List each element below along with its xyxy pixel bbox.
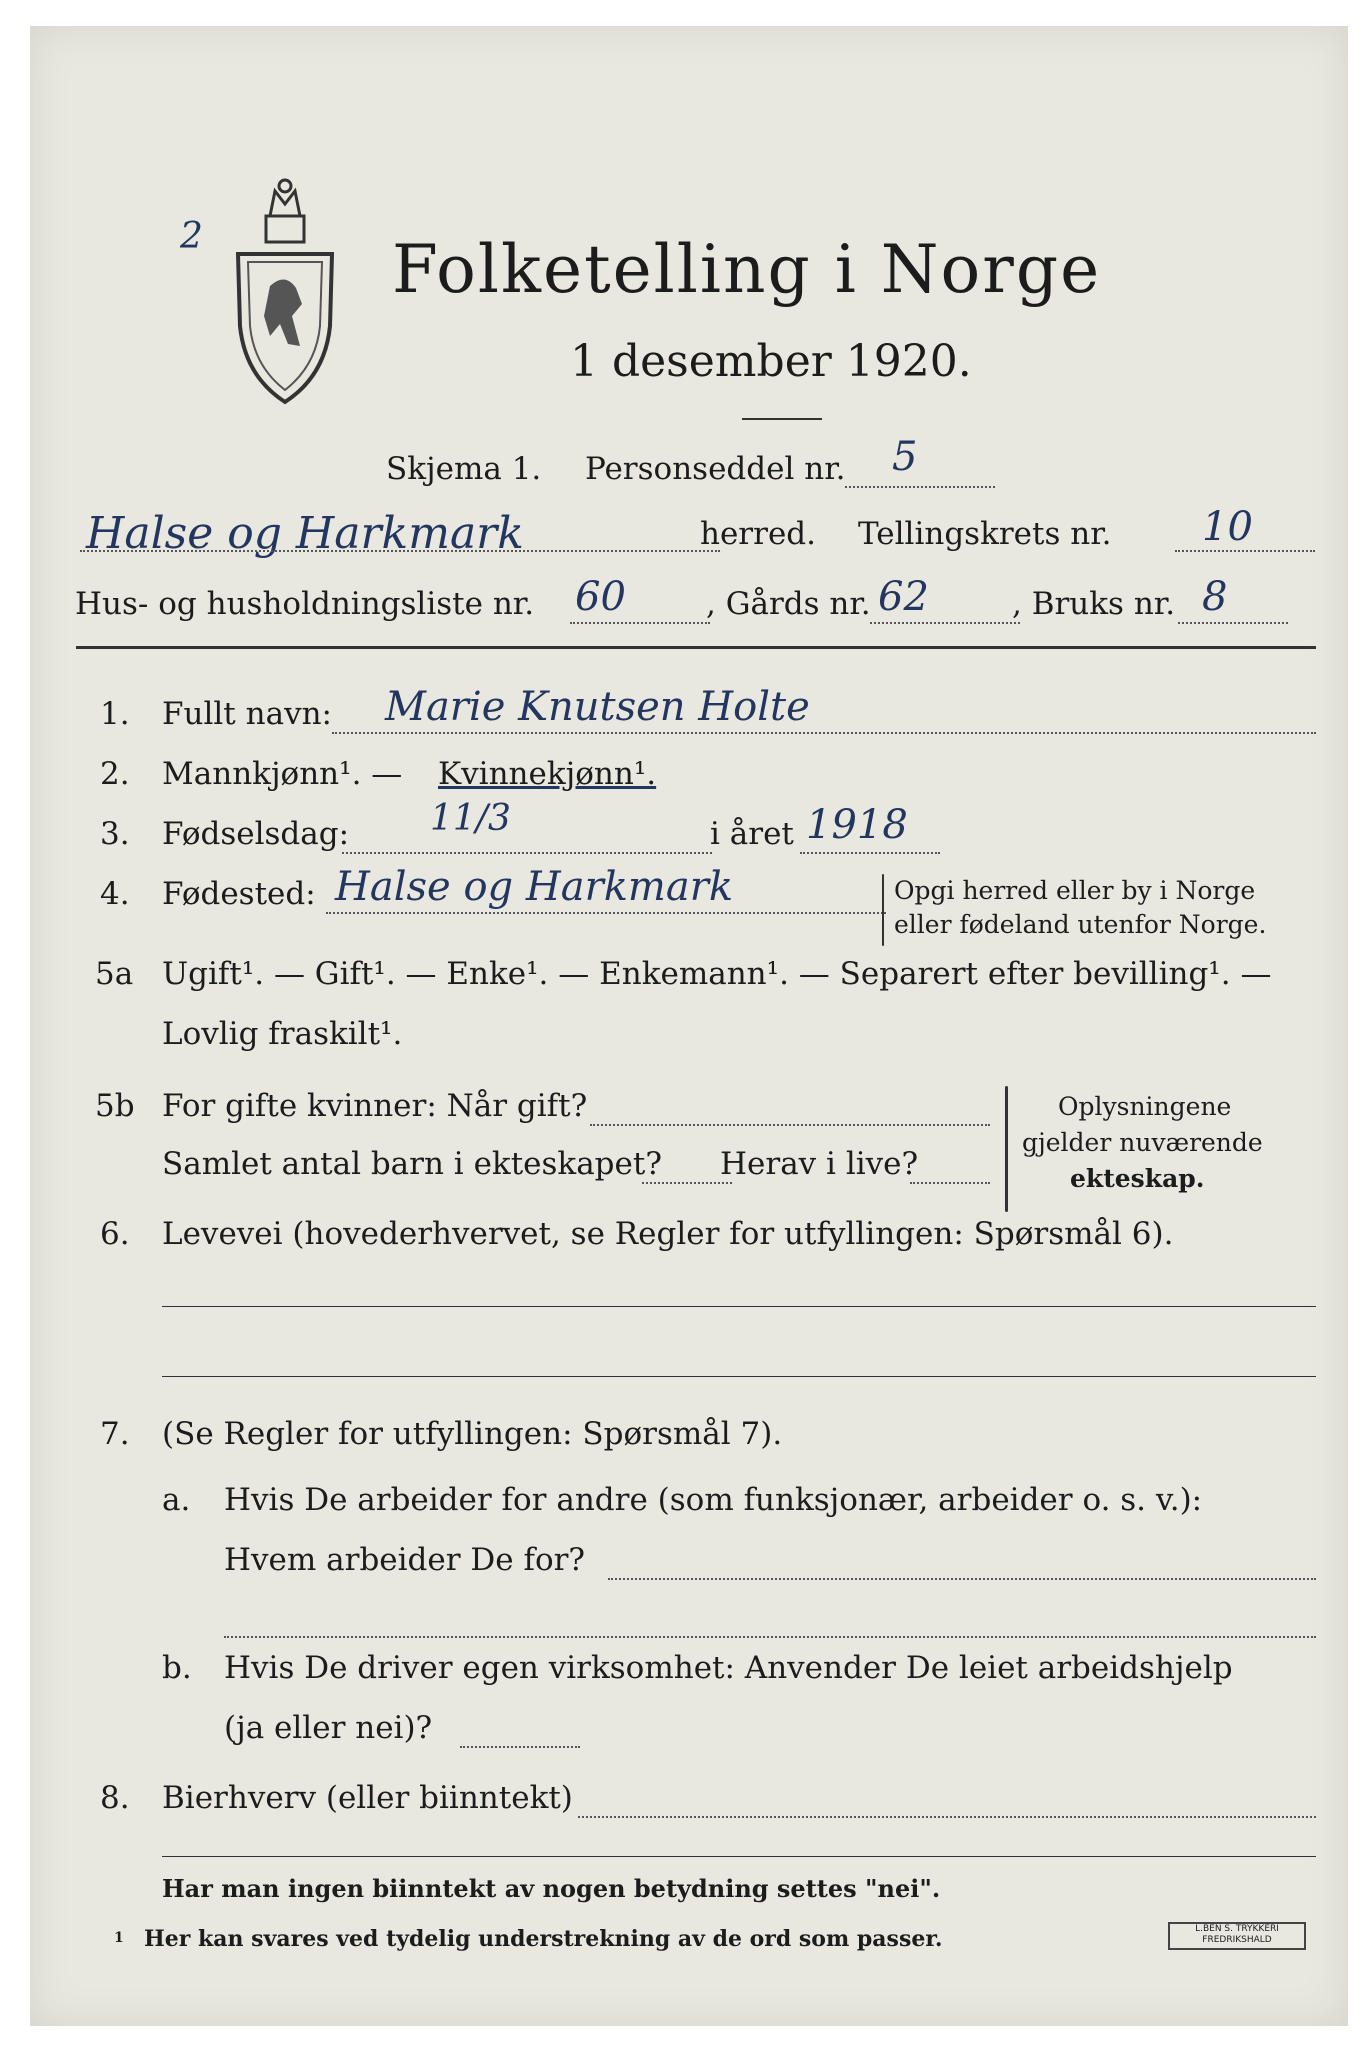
- gards-line: [870, 622, 1020, 624]
- personseddel-value[interactable]: 5: [892, 434, 918, 480]
- norway-coat-of-arms-icon: [230, 176, 340, 406]
- q1-line: [332, 732, 1316, 734]
- q1-number: 1.: [100, 696, 130, 732]
- q6-answer-line1[interactable]: [162, 1306, 1316, 1307]
- q5b-note-line2: gjelder nuværende: [1022, 1128, 1263, 1157]
- herred-label: herred.: [700, 516, 816, 552]
- q7a-employer-line[interactable]: [608, 1578, 1316, 1580]
- bruks-value[interactable]: 8: [1202, 574, 1228, 620]
- hus-line: [570, 622, 710, 624]
- q5b-note-line3: ekteskap.: [1070, 1164, 1205, 1193]
- q5b-note-line1: Oplysningene: [1058, 1092, 1232, 1121]
- printer-stamp-line2: FREDRIKSHALD: [1202, 1935, 1272, 1945]
- q3-number: 3.: [100, 816, 130, 852]
- q6-number: 6.: [100, 1216, 130, 1252]
- q3-value[interactable]: 11/3: [430, 798, 511, 839]
- q4-line: [326, 912, 886, 914]
- q1-value[interactable]: Marie Knutsen Holte: [385, 684, 810, 730]
- title-divider: [742, 418, 822, 420]
- q2-female-option[interactable]: Kvinnekjønn¹.: [438, 756, 657, 792]
- hus-label: Hus- og husholdningsliste nr.: [75, 586, 535, 622]
- personseddel-label: Personseddel nr.: [585, 451, 846, 487]
- q5a-options[interactable]: Ugift¹. — Gift¹. — Enke¹. — Enkemann¹. — Separert efter bevilling¹. —: [162, 956, 1272, 992]
- q4-brace: [882, 874, 884, 946]
- herred-value[interactable]: Halse og Harkmark: [86, 508, 524, 559]
- q8-number: 8.: [100, 1780, 130, 1816]
- gards-value[interactable]: 62: [878, 574, 929, 620]
- form-title: Folketelling i Norge: [392, 231, 1102, 308]
- q8-line[interactable]: [578, 1816, 1316, 1818]
- q5b-number: 5b: [95, 1088, 135, 1124]
- q5b-brace: [1005, 1086, 1008, 1212]
- q3-year-label: i året: [710, 816, 794, 852]
- printer-stamp: [1168, 1922, 1306, 1950]
- q4-value[interactable]: Halse og Harkmark: [335, 864, 734, 910]
- q3-line: [342, 852, 712, 854]
- form-date: 1 desember 1920.: [570, 336, 972, 387]
- q7a-question: Hvis De arbeider for andre (som funksjonær, arbeider o. s. v.):: [224, 1482, 1203, 1518]
- q6-label: Levevei (hovederhvervet, se Regler for utfyllingen: Spørsmål 6).: [162, 1216, 1174, 1252]
- q8-label: Bierhverv (eller biinntekt): [162, 1780, 573, 1816]
- bruks-label: , Bruks nr.: [1012, 586, 1176, 622]
- q5b-alive-line: [910, 1182, 990, 1184]
- q5b-married-label: For gifte kvinner: Når gift?: [162, 1088, 588, 1124]
- q3-year-value[interactable]: 1918: [806, 802, 908, 848]
- q5b-children-line: [642, 1182, 732, 1184]
- q7-label: (Se Regler for utfyllingen: Spørsmål 7).: [162, 1416, 783, 1452]
- q7b-answer-line[interactable]: [460, 1746, 580, 1748]
- q5a-options-cont[interactable]: Lovlig fraskilt¹.: [162, 1016, 403, 1052]
- q2-number: 2.: [100, 756, 130, 792]
- q5b-children-label: Samlet antal barn i ekteskapet?: [162, 1146, 662, 1182]
- tellingskrets-line: [1175, 550, 1315, 552]
- bruks-line: [1178, 622, 1288, 624]
- q4-number: 4.: [100, 876, 130, 912]
- q7b-letter: b.: [162, 1650, 192, 1686]
- q7a-employer-line2[interactable]: [224, 1636, 1316, 1638]
- q7-number: 7.: [100, 1416, 130, 1452]
- gards-label: , Gårds nr.: [706, 586, 871, 622]
- tellingskrets-label: Tellingskrets nr.: [858, 516, 1112, 552]
- tellingskrets-value[interactable]: 10: [1202, 504, 1253, 550]
- q7a-employer-label: Hvem arbeider De for?: [224, 1542, 586, 1578]
- q3-year-line: [800, 852, 940, 854]
- schema-label: Skjema 1.: [386, 451, 542, 487]
- q5b-married-line: [590, 1124, 990, 1126]
- hus-value[interactable]: 60: [575, 574, 626, 620]
- printer-stamp-line1: L.BEN S. TRYKKERI: [1195, 1924, 1279, 1934]
- footnote-text: Her kan svares ved tydelig understrekning av de ord som passer.: [144, 1926, 943, 1952]
- personseddel-line: [845, 486, 995, 488]
- q7b-answer-label: (ja eller nei)?: [224, 1710, 433, 1746]
- footnote-mark: 1: [114, 1930, 124, 1946]
- header-divider: [76, 646, 1316, 649]
- bottom-note: Har man ingen biinntekt av nogen betydning settes "nei".: [162, 1874, 941, 1903]
- q6-answer-line2[interactable]: [162, 1376, 1316, 1377]
- q7a-letter: a.: [162, 1482, 191, 1518]
- q4-note-line1: Opgi herred eller by i Norge: [894, 876, 1256, 905]
- corner-mark: 2: [180, 216, 203, 257]
- q5a-number: 5a: [95, 956, 134, 992]
- notes-divider: [162, 1856, 1316, 1857]
- census-form-page: [30, 26, 1348, 2026]
- q7b-question: Hvis De driver egen virksomhet: Anvender De leiet arbeidshjelp: [224, 1650, 1233, 1686]
- q5b-alive-label: Herav i live?: [720, 1146, 919, 1182]
- q2-male-option[interactable]: Mannkjønn¹. —: [162, 756, 403, 792]
- q4-label: Fødested:: [162, 876, 316, 912]
- herred-line: [80, 550, 720, 552]
- q4-note-line2: eller fødeland utenfor Norge.: [894, 910, 1267, 939]
- q1-label: Fullt navn:: [162, 696, 332, 732]
- q3-label: Fødselsdag:: [162, 816, 350, 852]
